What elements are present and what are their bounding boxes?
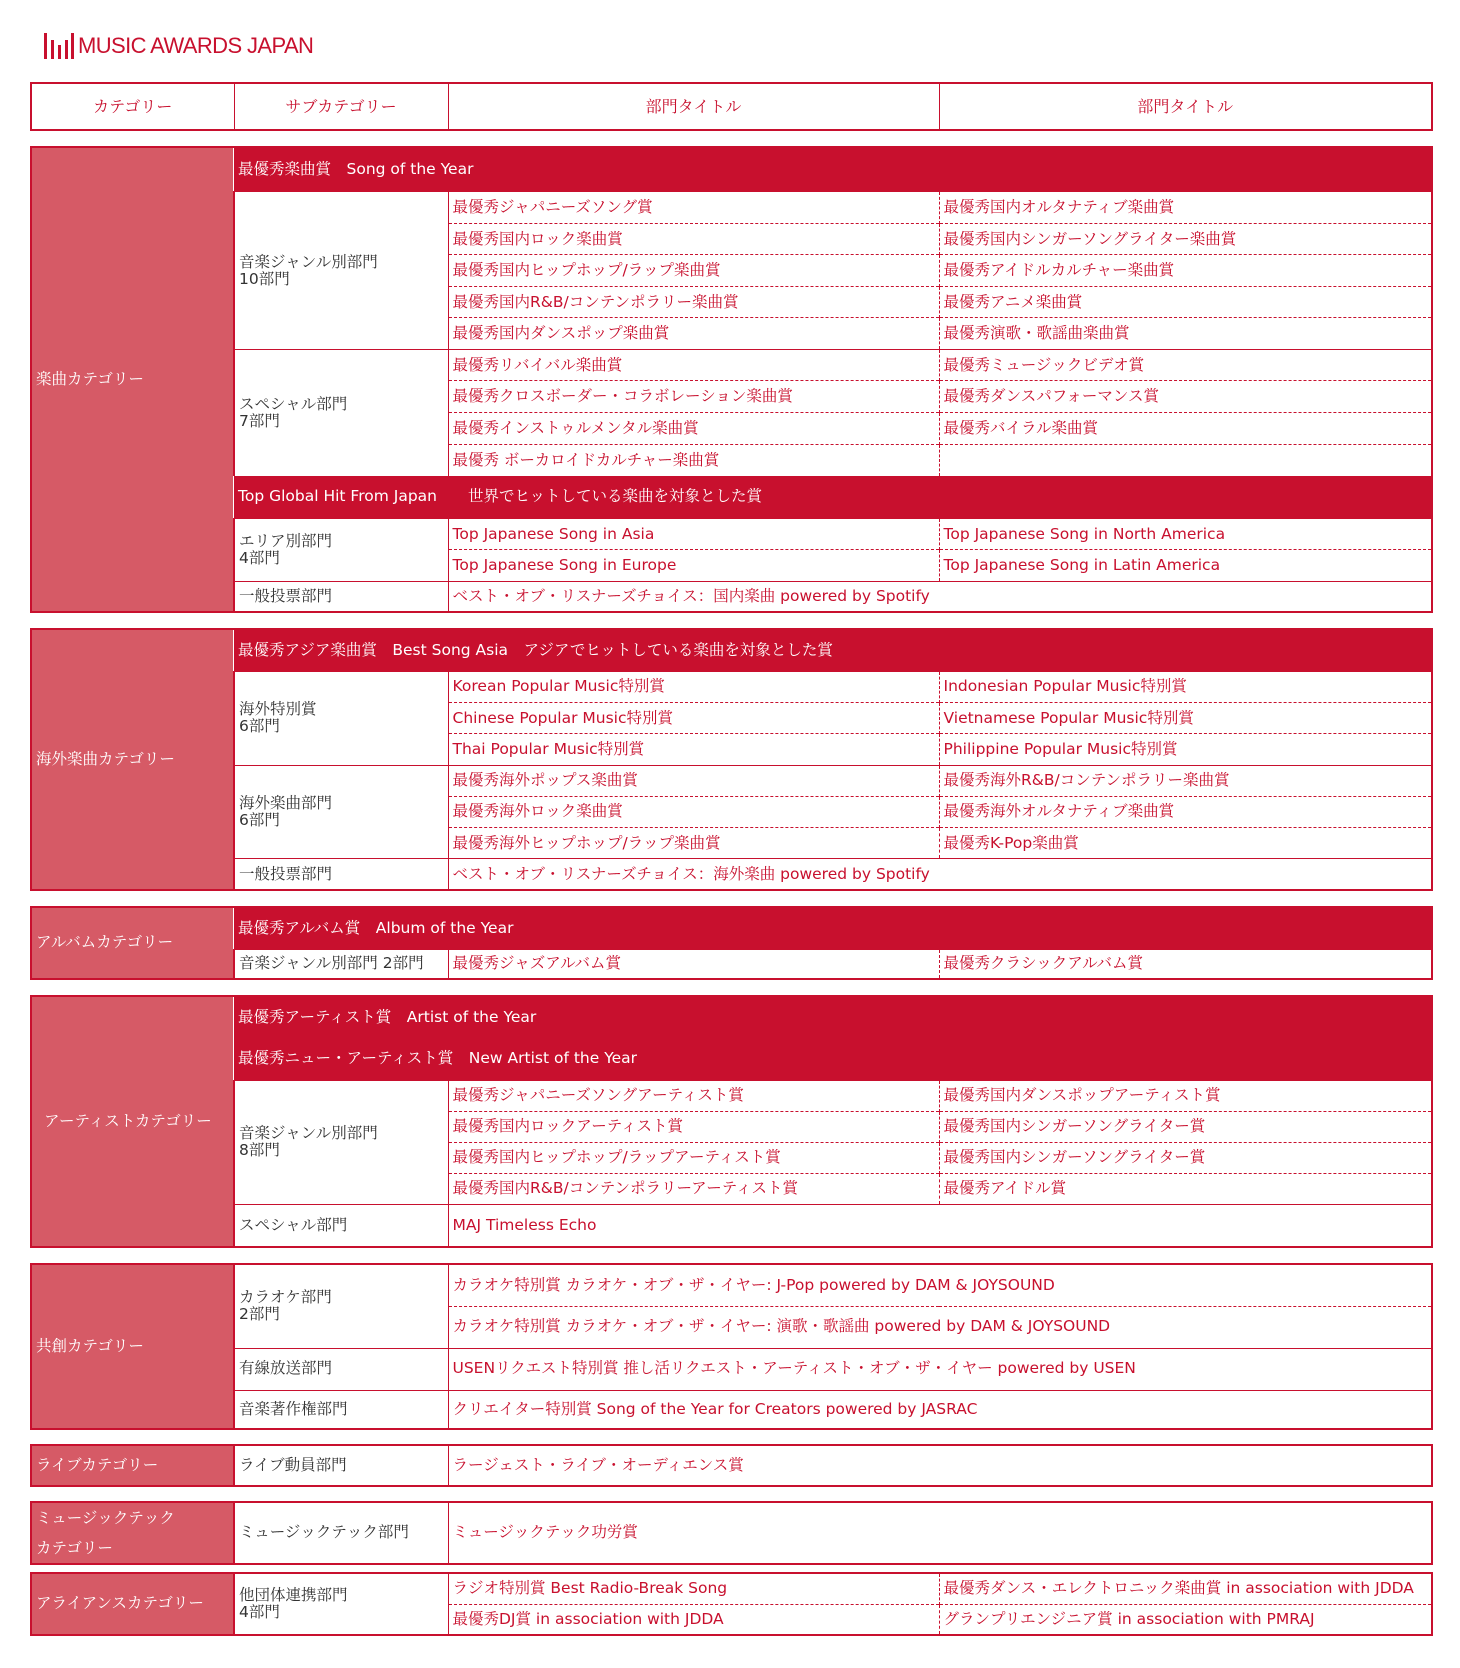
award-item: 最優秀国内ロック楽曲賞 <box>448 223 939 255</box>
award-item: 最優秀 ボーカロイドカルチャー楽曲賞 <box>448 444 939 476</box>
copyright-subcategory: 音楽著作権部門 <box>234 1390 448 1429</box>
award-item: 最優秀アニメ楽曲賞 <box>939 286 1432 318</box>
overseas-songs-subcategory: 海外楽曲部門 6部門 <box>234 765 448 859</box>
song-of-year-band: 最優秀楽曲賞 Song of the Year <box>234 147 1432 192</box>
award-item: 最優秀演歌・歌謡曲楽曲賞 <box>939 318 1432 350</box>
award-item: 最優秀K-Pop楽曲賞 <box>939 827 1432 858</box>
tech-category-label: ミュージックテック カテゴリー <box>31 1502 234 1564</box>
award-item: 最優秀バイラル楽曲賞 <box>939 412 1432 444</box>
best-song-asia-band: 最優秀アジア楽曲賞 Best Song Asia アジアでヒットしている楽曲を対象とした賞 <box>234 629 1432 671</box>
header-category: カテゴリー <box>93 96 173 116</box>
award-item: クリエイター特別賞 Song of the Year for Creators powered by JASRAC <box>448 1390 1432 1429</box>
award-item: Indonesian Popular Music特別賞 <box>939 671 1432 702</box>
award-item: 最優秀アイドルカルチャー楽曲賞 <box>939 255 1432 287</box>
album-of-year-band: 最優秀アルバム賞 Album of the Year <box>234 907 1432 949</box>
award-item: ラジオ特別賞 Best Radio-Break Song <box>448 1573 939 1604</box>
award-item: 最優秀海外ヒップホップ/ラップ楽曲賞 <box>448 827 939 858</box>
award-item: USENリクエスト特別賞 推し活リクエスト・アーティスト・オブ・ザ・イヤー powered by USEN <box>448 1348 1432 1390</box>
cable-subcategory: 有線放送部門 <box>234 1348 448 1390</box>
album-genre-subcategory: 音楽ジャンル別部門 2部門 <box>234 949 448 979</box>
header-subcategory: サブカテゴリー <box>234 83 448 130</box>
song-category-label: 楽曲カテゴリー <box>31 147 234 612</box>
award-item: 最優秀クラシックアルバム賞 <box>939 949 1432 979</box>
award-item: 最優秀国内シンガーソングライター賞 <box>939 1111 1432 1142</box>
album-category-label: アルバムカテゴリー <box>31 907 234 979</box>
logo-text: MUSIC AWARDS JAPAN <box>78 33 314 58</box>
award-item: Top Japanese Song in North America <box>939 518 1432 550</box>
artist-category-block <box>30 995 1433 1248</box>
karaoke-subcategory: カラオケ部門 2部門 <box>234 1264 448 1348</box>
award-item: Vietnamese Popular Music特別賞 <box>939 703 1432 734</box>
header-title-1: 部門タイトル <box>448 83 939 130</box>
award-item: 最優秀クロスボーダー・コラボレーション楽曲賞 <box>448 381 939 413</box>
award-item: 最優秀国内ダンスポップアーティスト賞 <box>939 1080 1432 1111</box>
live-subcategory: ライブ動員部門 <box>234 1445 448 1486</box>
award-item: 最優秀DJ賞 in association with JDDA <box>448 1604 939 1635</box>
new-artist-band: 最優秀ニュー・アーティスト賞 New Artist of the Year <box>234 1038 1432 1080</box>
award-item: 最優秀国内R&B/コンテンポラリーアーティスト賞 <box>448 1173 939 1204</box>
award-item: 最優秀ジャズアルバム賞 <box>448 949 939 979</box>
alliance-category-label: アライアンスカテゴリー <box>31 1573 234 1635</box>
award-item: 最優秀海外ロック楽曲賞 <box>448 796 939 827</box>
alliance-category-block <box>30 1572 1433 1636</box>
song-special-subcategory: スペシャル部門 7部門 <box>234 349 448 475</box>
award-item: 最優秀ダンス・エレクトロニック楽曲賞 in association with JDDA <box>943 1579 1414 1598</box>
album-category-block <box>30 906 1433 980</box>
award-item: 最優秀海外ポップス楽曲賞 <box>448 765 939 796</box>
award-item: Thai Popular Music特別賞 <box>448 734 939 765</box>
award-item: 最優秀国内オルタナティブ楽曲賞 <box>939 192 1432 224</box>
award-item: 最優秀国内R&B/コンテンポラリー楽曲賞 <box>448 286 939 318</box>
award-item: 最優秀国内ダンスポップ楽曲賞 <box>448 318 939 350</box>
award-item: 最優秀リバイバル楽曲賞 <box>448 349 939 381</box>
award-item: Top Japanese Song in Europe <box>448 550 939 582</box>
overseas-special-subcategory: 海外特別賞 6部門 <box>234 671 448 765</box>
award-item: MAJ Timeless Echo <box>448 1204 1432 1247</box>
award-item: ベスト・オブ・リスナーズチョイス：海外楽曲 powered by Spotify <box>448 859 1432 890</box>
award-item: カラオケ特別賞 カラオケ・オブ・ザ・イヤー: J-Pop powered by DAM & JOYSOUND <box>452 1275 1055 1294</box>
award-item: ミュージックテック功労賞 <box>452 1523 638 1542</box>
overseas-vote-subcategory: 一般投票部門 <box>234 859 448 890</box>
award-item: 最優秀ダンスパフォーマンス賞 <box>939 381 1432 413</box>
tech-category-block <box>30 1501 1433 1565</box>
award-item: Philippine Popular Music特別賞 <box>939 734 1432 765</box>
tech-subcategory: ミュージックテック部門 <box>234 1502 448 1564</box>
header-table <box>30 82 1433 131</box>
award-item: 最優秀国内シンガーソングライター賞 <box>939 1142 1432 1173</box>
alliance-subcategory: 他団体連携部門 4部門 <box>234 1573 448 1635</box>
award-item: 最優秀アイドル賞 <box>939 1173 1432 1204</box>
award-item: ラージェスト・ライブ・オーディエンス賞 <box>452 1455 744 1474</box>
award-item: カラオケ特別賞 カラオケ・オブ・ザ・イヤー: 演歌・歌謡曲 powered by DAM & JOYSOUND <box>448 1306 1432 1348</box>
logo-mark-icon <box>44 33 74 59</box>
logo[interactable] <box>44 32 313 60</box>
award-item: 最優秀インストゥルメンタル楽曲賞 <box>448 412 939 444</box>
award-item: Top Japanese Song in Asia <box>448 518 939 550</box>
award-item: 最優秀海外オルタナティブ楽曲賞 <box>939 796 1432 827</box>
artist-category-label: アーティストカテゴリー <box>31 996 234 1247</box>
award-item: 最優秀国内ヒップホップ/ラップ楽曲賞 <box>448 255 939 287</box>
overseas-category-label: 海外楽曲カテゴリー <box>31 629 234 890</box>
artist-of-year-band: 最優秀アーティスト賞 Artist of the Year <box>234 996 1432 1038</box>
artist-special-subcategory: スペシャル部門 <box>234 1204 448 1247</box>
overseas-category-block <box>30 628 1433 891</box>
song-area-subcategory: エリア別部門 4部門 <box>234 518 448 581</box>
award-item: Korean Popular Music特別賞 <box>448 671 939 702</box>
award-item: 最優秀ミュージックビデオ賞 <box>939 349 1432 381</box>
award-item: ベスト・オブ・リスナーズチョイス：国内楽曲 powered by Spotify <box>448 581 1432 612</box>
live-category-label: ライブカテゴリー <box>31 1445 234 1486</box>
header-title-2: 部門タイトル <box>939 83 1432 130</box>
award-item: 最優秀海外R&B/コンテンポラリー楽曲賞 <box>939 765 1432 796</box>
award-item-empty <box>939 444 1432 476</box>
global-hit-band: Top Global Hit From Japan 世界でヒットしている楽曲を対象とした賞 <box>234 476 1432 519</box>
live-category-block <box>30 1444 1433 1487</box>
award-item: 最優秀ジャパニーズソングアーティスト賞 <box>448 1080 939 1111</box>
song-genre-subcategory: 音楽ジャンル別部門 10部門 <box>234 192 448 350</box>
cocreation-category-label: 共創カテゴリー <box>31 1264 234 1429</box>
award-item: 最優秀国内ロックアーティスト賞 <box>448 1111 939 1142</box>
artist-genre-subcategory: 音楽ジャンル別部門 8部門 <box>234 1080 448 1204</box>
cocreation-category-block <box>30 1263 1433 1430</box>
award-item: 最優秀国内ヒップホップ/ラップアーティスト賞 <box>448 1142 939 1173</box>
song-vote-subcategory: 一般投票部門 <box>234 581 448 612</box>
award-item: 最優秀国内シンガーソングライター楽曲賞 <box>939 223 1432 255</box>
award-item: グランプリエンジニア賞 in association with PMRAJ <box>939 1604 1432 1635</box>
award-item: Top Japanese Song in Latin America <box>939 550 1432 582</box>
award-item: 最優秀ジャパニーズソング賞 <box>448 192 939 224</box>
award-item: Chinese Popular Music特別賞 <box>448 703 939 734</box>
song-category-block <box>30 146 1433 613</box>
